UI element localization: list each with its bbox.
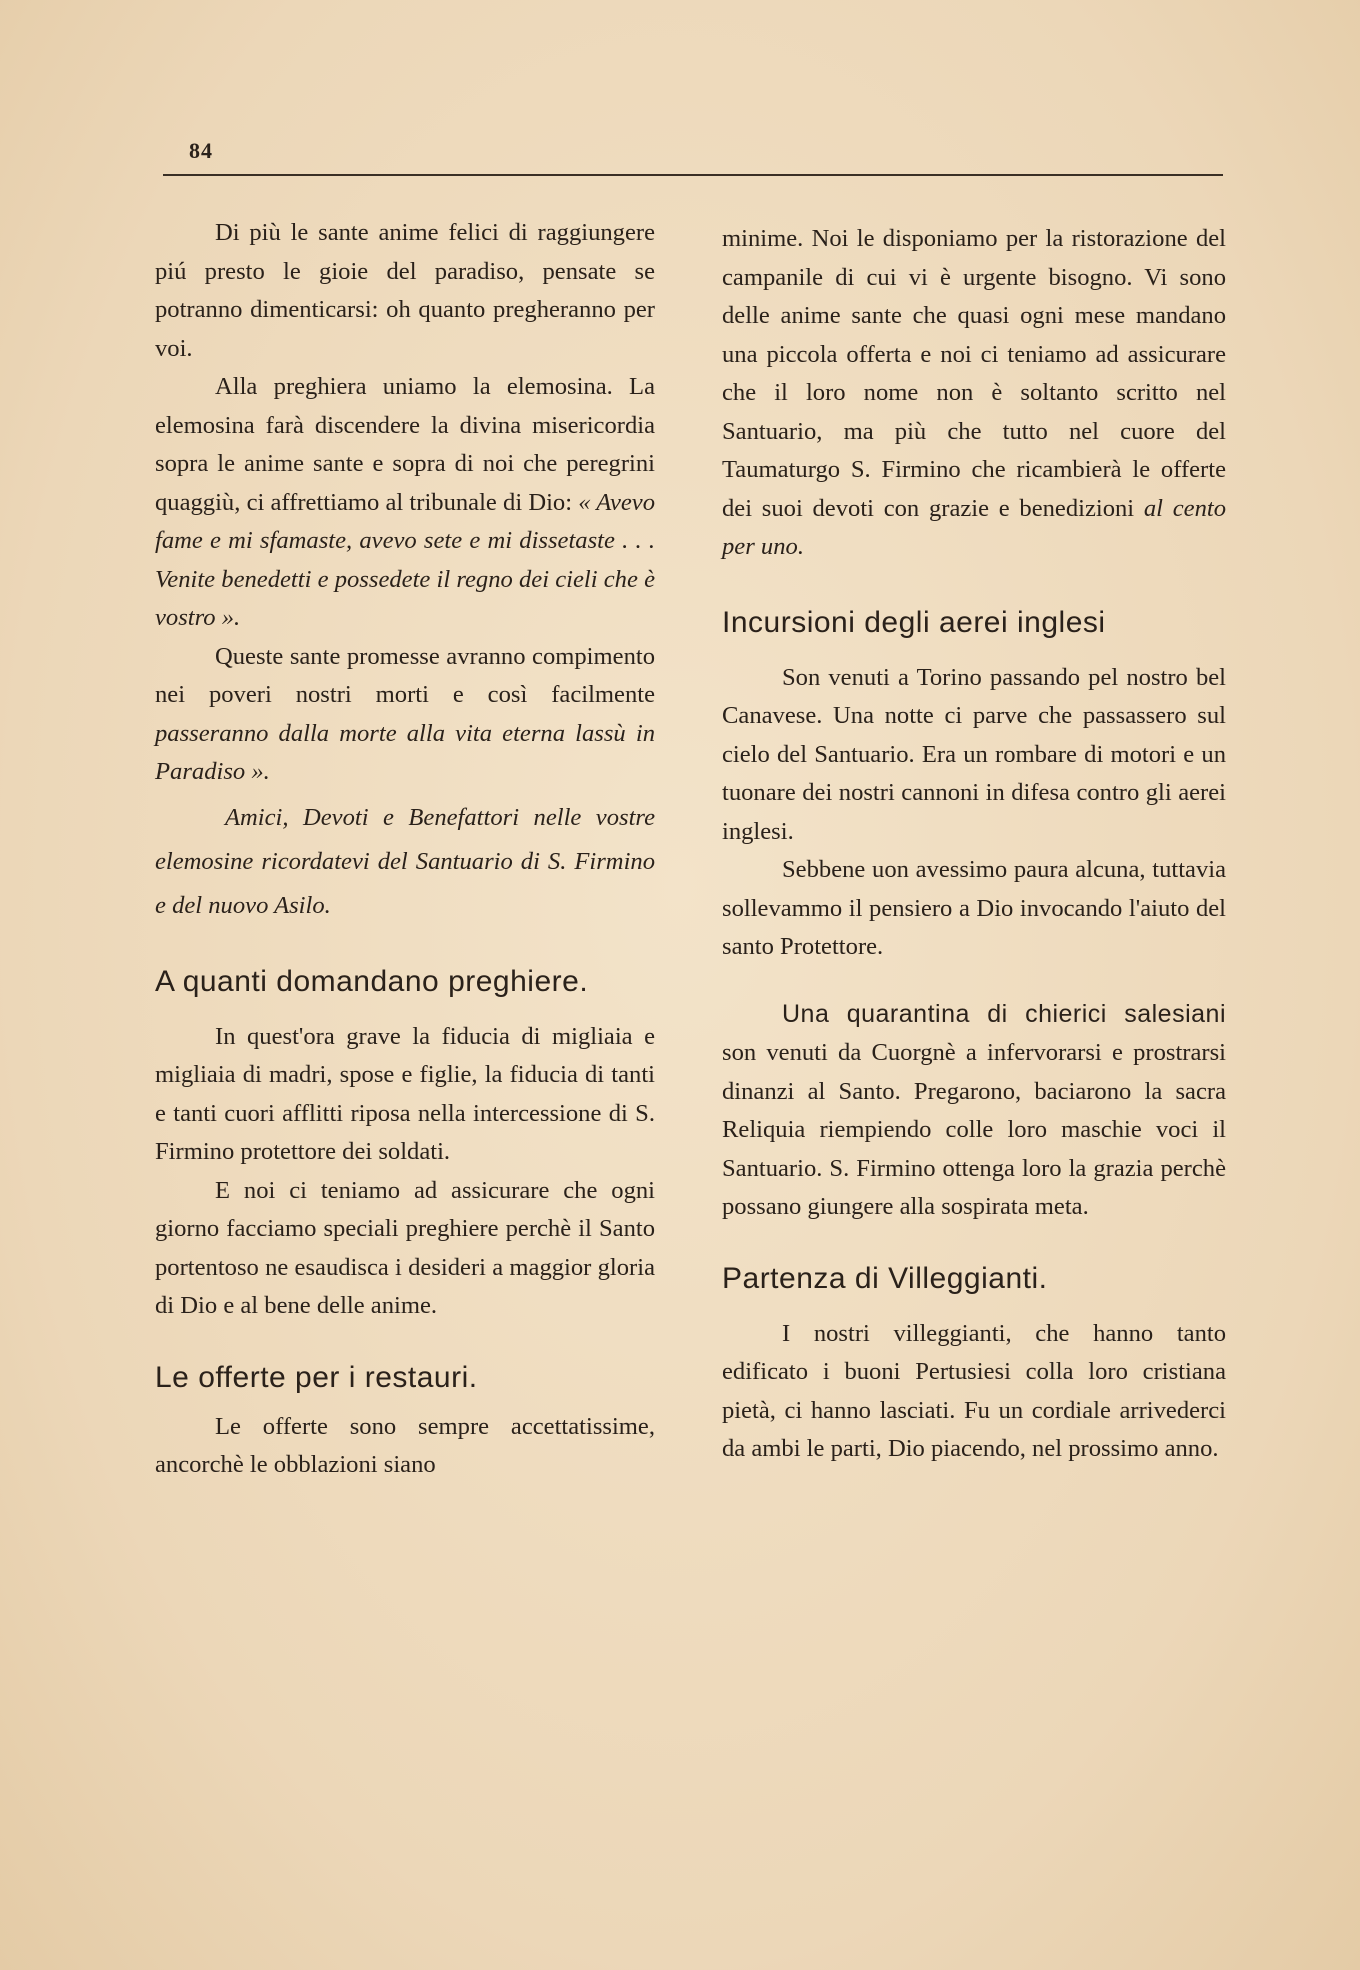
italic-phrase: al cento per uno. [722, 494, 1226, 560]
paragraph: Di più le sante anime felici di raggiungere piú presto le gioie del paradiso, pensate se potranno dimenticarsi: oh quanto pregheranno per voi. [155, 219, 655, 362]
paragraph: Son venuti a Torino passando pel nostro bel Canavese. Una notte ci parve che passassero sul cielo del Santuario. Era un rombare di motori e un tuonare dei nostri cannoni in difesa contro gli aerei inglesi. [722, 663, 1226, 845]
paragraph-text: son venuti da Cuorgnè a infervorarsi e prostrarsi dinanzi al Santo. Pregarono, baciarono la sacra Reliquia riempiendo colle loro maschie voci il Santuario. S. Firmino ottenga loro la grazia perchè possano giungere alla sospirata meta. [722, 1039, 1226, 1220]
heading-a-quanti: A quanti domandano preghiere. [155, 964, 589, 998]
paragraph-text: minime. Noi le disponiamo per la ristorazione del campanile di cui vi è urgente bisogno. Vi sono delle anime sante che quasi ogni mese mandano una piccola offerta e noi ci teniamo ad assicurare che il loro nome non è soltanto scritto nel Santuario, ma più che tutto nel cuore del Taumaturgo S. Firmino che ricambierà le offerte dei suoi devoti con grazie e benedizioni [722, 225, 1226, 522]
paragraph: In quest'ora grave la fiducia di migliaia e migliaia di madri, spose e figlie, la fiducia di tanti e tanti cuori afflitti riposa nella intercessione di S. Firmino protettore dei soldati. [155, 1022, 655, 1165]
paragraph [155, 368, 655, 638]
paragraph [155, 638, 655, 792]
heading-partenza: Partenza di Villeggianti. [722, 1261, 1048, 1295]
paragraph: E noi ci teniamo ad assicurare che ogni giorno facciamo speciali preghiere perchè il Santo portentoso ne esaudisca i desideri a maggior gloria di Dio e al bene delle anime. [155, 1176, 655, 1319]
right-column [722, 220, 1226, 1469]
paragraph: I nostri villeggianti, che hanno tanto edificato i buoni Pertusiesi colla loro cristiana pietà, ci hanno lasciati. Fu un cordiale arrivederci da ambi le parti, Dio piacendo, nel prossimo anno. [722, 1319, 1226, 1462]
appeal-paragraph: Amici, Devoti e Benefattori nelle vostre elemosine ricordatevi del Santuario di S. Firmino e del nuovo Asilo. [155, 803, 655, 919]
heading-incursioni: Incursioni degli aerei inglesi [722, 605, 1106, 639]
heading-offerte: Le offerte per i restauri. [155, 1360, 478, 1394]
paragraph: Sebbene uon avessimo paura alcuna, tuttavia sollevammo il pensiero a Dio invocando l'aiuto del santo Protettore. [722, 856, 1226, 960]
header-rule [163, 174, 1223, 176]
paragraph [722, 220, 1226, 567]
paragraph [722, 995, 1226, 1227]
paragraph: Le offerte sono sempre accettatissime, ancorchè le obblazioni siano [155, 1412, 655, 1478]
paragraph-text: Queste sante promesse avranno compimento nei poveri nostri morti e così facilmente [155, 642, 655, 708]
italic-phrase: passeranno dalla morte alla vita eterna lassù in Paradiso ». [155, 719, 655, 785]
lead-in: Una quarantina di chierici salesiani [782, 999, 1226, 1028]
gospel-quote: « Avevo fame e mi sfamaste, avevo sete e mi dissetaste . . . Venite benedetti e possedete il regno dei cieli che è vostro ». [155, 488, 655, 631]
paragraph-text: Alla preghiera uniamo la elemosina. La elemosina farà discendere la divina misericordia sopra le anime sante e sopra di noi che peregrini quaggiù, ci affrettiamo al tribunale di Dio: [155, 373, 655, 516]
left-column [155, 214, 655, 1485]
page-number: 84 [189, 138, 213, 163]
